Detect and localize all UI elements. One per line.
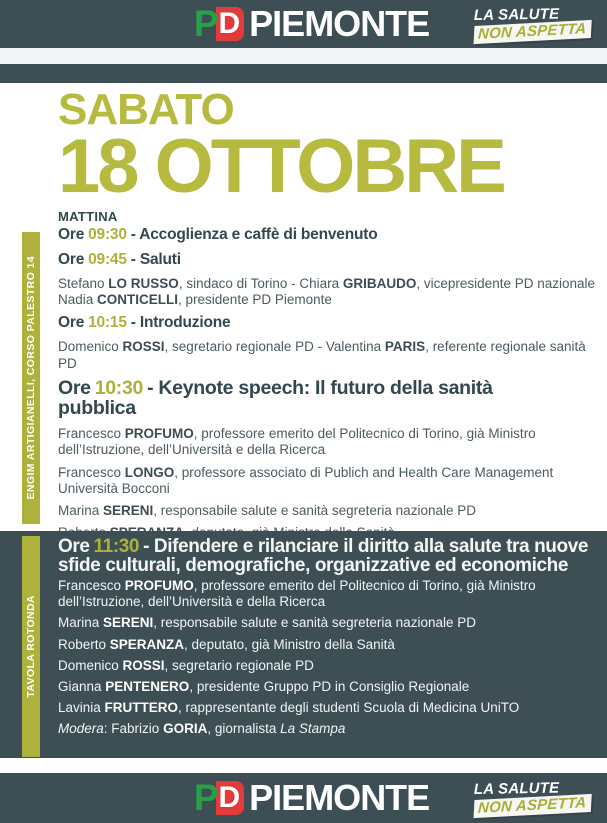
venue-strip	[22, 232, 40, 524]
text-segment: , segretario regionale PD - Valentina	[164, 339, 385, 355]
pd-party-logo	[193, 3, 244, 44]
text-segment: , segretario regionale PD	[164, 657, 314, 673]
text-segment: Stefano	[58, 276, 109, 291]
text-segment: , rappresentante degli studenti Scuola di Medicina UniTO	[178, 700, 520, 716]
ore-label: Ore	[58, 536, 90, 557]
text-segment: La Stampa	[280, 721, 346, 737]
brand-region-label: PIEMONTE	[249, 777, 430, 818]
text-segment: SERENI	[103, 615, 154, 631]
round-table-section	[0, 531, 607, 758]
badge-line2: NON ASPETTA	[473, 20, 591, 44]
text-segment: , sindaco di Torino - Chiara	[178, 276, 343, 291]
round-table-speaker	[58, 615, 597, 631]
text-segment: Domenico	[58, 339, 123, 355]
round-table-speaker	[58, 578, 597, 610]
la-salute-non-aspetta-badge	[474, 6, 592, 42]
text-segment: SERENI	[103, 503, 154, 519]
round-table-speaker	[58, 637, 597, 653]
text-segment: , vicepresidente PD nazionale Nadia	[58, 276, 596, 308]
ore-label: Ore	[58, 251, 85, 268]
keynote-speaker	[58, 503, 599, 519]
ore-label: Ore	[58, 226, 85, 243]
text-segment: , professore emerito del Politecnico di Torino, già Ministro dell’Istruzione, dell’Università e della Ricerca	[58, 426, 536, 458]
slot-time: 09:45	[88, 251, 127, 268]
slot-title: - Saluti	[130, 251, 181, 268]
slot-title: - Difendere e rilanciare il diritto alla salute tra nuove sfide culturali, demografiche, organizzative ed economiche	[58, 536, 589, 576]
pd-piemonte-logo	[193, 3, 430, 44]
ore-label: Ore	[58, 314, 85, 332]
text-segment: , responsabile salute e sanità segreteria nazionale PD	[153, 615, 476, 631]
keynote-speaker	[58, 465, 599, 497]
session-label: MATTINA	[58, 208, 118, 224]
slot-time: 09:30	[88, 226, 127, 243]
text-segment: , deputato, già Ministro della Sanità	[184, 636, 395, 652]
pd-party-logo	[193, 777, 244, 818]
badge-line1: LA SALUTE	[473, 5, 560, 25]
text-segment: SPERANZA	[109, 636, 185, 652]
round-table-label: TAVOLA ROTONDA	[25, 595, 37, 698]
text-segment: PROFUMO	[124, 426, 194, 442]
text-segment: ROSSI	[122, 657, 165, 673]
text-segment: , professore emerito del Politecnico di Torino, già Ministro dell’Istruzione, dell’Università e della Ricerca	[58, 578, 536, 610]
brand-region-label: PIEMONTE	[249, 3, 430, 44]
text-segment: Marina	[58, 615, 104, 631]
morning-schedule	[58, 226, 599, 531]
slot-time: 11:30	[93, 536, 140, 557]
text-segment: : Fabrizio	[103, 721, 164, 737]
round-table-speaker	[58, 679, 597, 695]
day-title: SABATO	[58, 85, 234, 134]
round-table-heading	[58, 537, 597, 575]
text-segment: , responsabile salute e sanità segreteria nazionale PD	[153, 503, 476, 519]
text-segment: LO RUSSO	[108, 276, 179, 291]
schedule-slot-0945	[58, 251, 599, 269]
date-title-block	[58, 85, 504, 224]
round-table-strip	[22, 536, 40, 757]
text-segment: LONGO	[124, 464, 175, 480]
badge-line1: LA SALUTE	[473, 779, 560, 799]
text-segment: Marina	[58, 503, 104, 519]
schedule-slot-1015	[58, 314, 599, 332]
text-segment: , presidente PD Piemonte	[178, 292, 332, 308]
round-table-moderator	[58, 721, 597, 737]
text-segment: PROFUMO	[124, 578, 194, 593]
text-segment: Domenico	[58, 657, 123, 673]
pd-logo-letter-d: D	[216, 781, 245, 815]
schedule-slot-1030-keynote	[58, 378, 538, 419]
text-segment: , giornalista	[207, 721, 281, 737]
text-segment: , presidente Gruppo PD in Consiglio Regionale	[189, 678, 470, 694]
pd-logo-letter-p: P	[193, 777, 217, 818]
slot-time: 10:15	[88, 314, 127, 332]
venue-label: ENGIM ARTIGIANELLI, CORSO PALESTRO 14	[25, 256, 37, 500]
text-segment: , referente regionale sanità PD	[58, 339, 586, 371]
text-segment: ROSSI	[122, 339, 165, 355]
text-segment: PENTENERO	[105, 678, 190, 694]
text-segment: Francesco	[58, 426, 125, 442]
pd-logo-letter-d: D	[216, 7, 245, 41]
slot-title: - Accoglienza e caffè di benvenuto	[130, 226, 378, 243]
text-segment: Francesco	[58, 464, 125, 480]
header-bar	[0, 0, 607, 48]
text-segment: GORIA	[163, 721, 208, 737]
date-title: 18 OTTOBRE	[58, 124, 504, 209]
text-segment: Roberto	[58, 636, 110, 652]
footer-bar	[0, 773, 607, 823]
slot-title: - Introduzione	[130, 314, 231, 332]
text-segment: Gianna	[58, 678, 106, 694]
slot-title: - Keynote speech: Il futuro della sanità pubblica	[58, 376, 493, 420]
round-table-speaker	[58, 700, 597, 716]
text-segment: Francesco	[58, 578, 125, 593]
round-table-speaker	[58, 658, 597, 674]
text-segment: Modera	[58, 721, 104, 737]
divider-strip-light	[0, 48, 607, 64]
text-segment: FRUTTERO	[104, 700, 179, 716]
keynote-speaker	[58, 426, 599, 458]
text-segment: , professore associato di Publich and Health Care Management Università Bocconi	[58, 464, 554, 496]
text-segment: PARIS	[384, 339, 426, 355]
text-segment: Lavinia	[58, 700, 105, 716]
speakers-0945	[58, 276, 599, 308]
slot-time: 10:30	[94, 376, 144, 399]
pd-logo-letter-p: P	[193, 3, 217, 44]
schedule-slot-0930	[58, 226, 599, 244]
la-salute-non-aspetta-badge-footer	[474, 780, 592, 816]
speakers-1015	[58, 339, 599, 371]
pd-piemonte-logo-footer	[193, 777, 430, 818]
badge-line2: NON ASPETTA	[473, 794, 591, 818]
text-segment: CONTICELLI	[97, 292, 179, 308]
text-segment: GRIBAUDO	[342, 276, 417, 291]
divider-strip-dark	[0, 64, 607, 83]
ore-label: Ore	[58, 376, 91, 399]
